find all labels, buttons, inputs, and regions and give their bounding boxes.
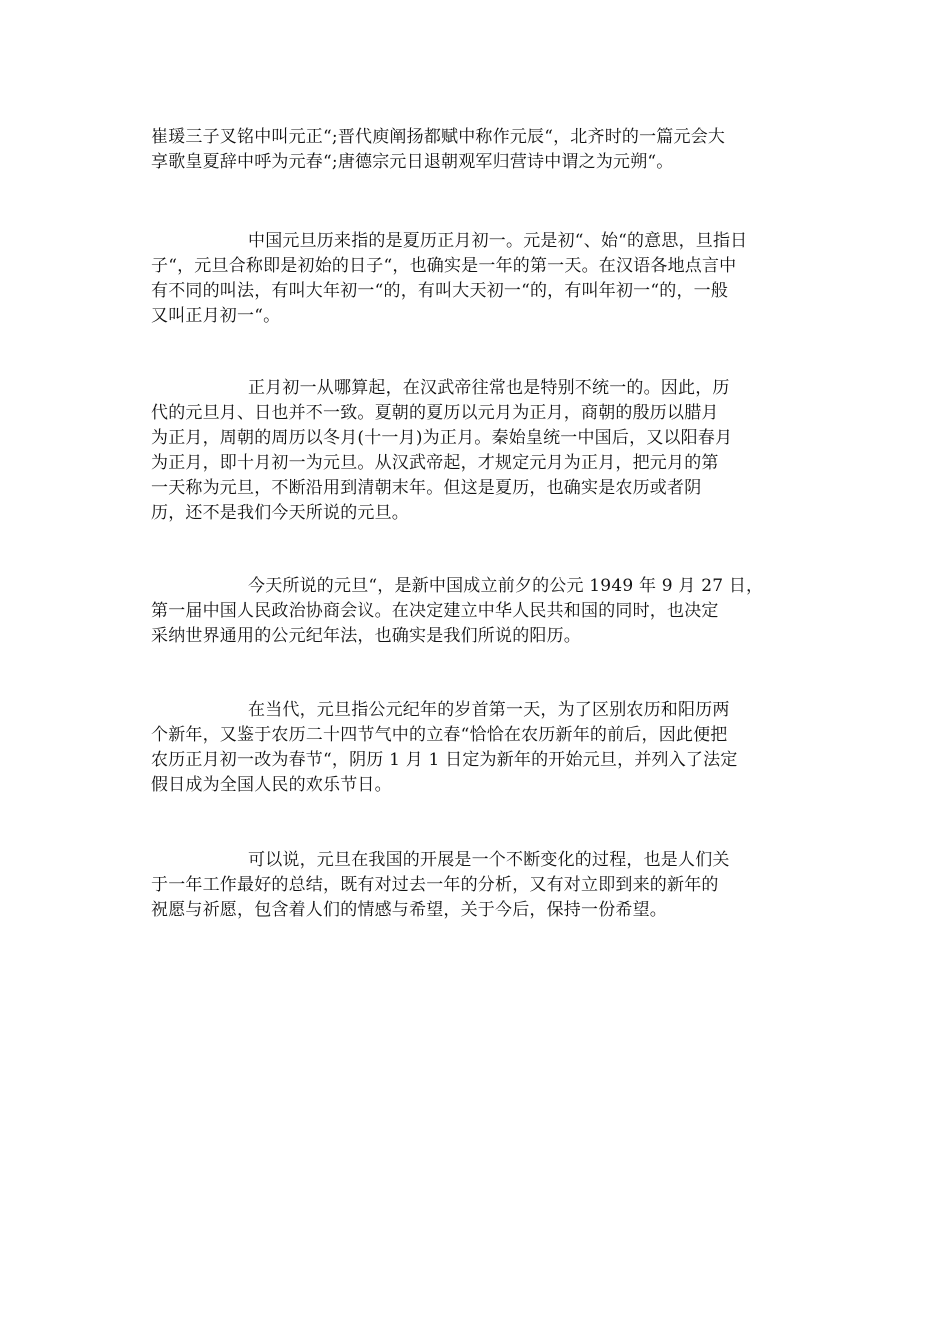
text-line: 假日成为全国人民的欢乐节日。 — [151, 775, 392, 795]
text-line: 代的元旦月、日也并不一致。夏朝的夏历以元月为正月，商朝的殷历以腊月 — [151, 403, 719, 423]
text-line: 个新年，又鉴于农历二十四节气中的立春“恰恰在农历新年的前后，因此便把 — [151, 725, 728, 745]
text-line: 子“，元旦合称即是初始的日子“，也确实是一年的第一天。在汉语各地点言中 — [151, 256, 737, 276]
text-line: 历，还不是我们今天所说的元旦。 — [151, 503, 409, 523]
text-line: 在当代，元旦指公元纪年的岁首第一天，为了区别农历和阳历两 — [248, 700, 730, 720]
text-line: 崔瑗三子叉铭中叫元正“;晋代庾阐扬都赋中称作元辰“，北齐时的一篇元会大 — [151, 127, 726, 147]
text-line: 采纳世界通用的公元纪年法，也确实是我们所说的阳历。 — [151, 626, 581, 646]
text-line: 今天所说的元旦“，是新中国成立前夕的公元 1949 年 9 月 27 日， — [248, 576, 764, 596]
paragraph-5 — [151, 698, 801, 798]
text-line: 一天称为元旦，不断沿用到清朝末年。但这是夏历，也确实是农历或者阴 — [151, 478, 702, 498]
paragraph-3 — [151, 376, 801, 526]
paragraph-1 — [151, 125, 801, 175]
text-line: 于一年工作最好的总结，既有对过去一年的分析，又有对立即到来的新年的 — [151, 875, 719, 895]
text-line: 第一届中国人民政治协商会议。在决定建立中华人民共和国的同时，也决定 — [151, 601, 719, 621]
paragraph-2 — [151, 229, 801, 329]
text-line: 可以说，元旦在我国的开展是一个不断变化的过程，也是人们关 — [248, 850, 730, 870]
text-line: 农历正月初一改为春节“，阴历 1 月 1 日定为新年的开始元旦，并列入了法定 — [151, 750, 738, 770]
text-line: 为正月，即十月初一为元旦。从汉武帝起，才规定元月为正月，把元月的第 — [151, 453, 719, 473]
text-line: 正月初一从哪算起，在汉武帝往常也是特别不统一的。因此，历 — [248, 378, 730, 398]
text-line: 有不同的叫法，有叫大年初一“的，有叫大天初一“的，有叫年初一“的，一般 — [151, 281, 729, 301]
paragraph-4 — [151, 574, 801, 649]
text-line: 祝愿与祈愿，包含着人们的情感与希望，关于今后，保持一份希望。 — [151, 900, 667, 920]
text-line: 中国元旦历来指的是夏历正月初一。元是初“、始“的意思，旦指日 — [248, 231, 748, 251]
paragraph-6 — [151, 848, 801, 923]
text-line: 为正月，周朝的周历以冬月(十一月)为正月。秦始皇统一中国后，又以阳春月 — [151, 428, 733, 448]
text-line: 又叫正月初一“。 — [151, 306, 281, 326]
text-line: 享歌皇夏辞中呼为元春“;唐德宗元日退朝观军归营诗中谓之为元朔“。 — [151, 152, 674, 172]
